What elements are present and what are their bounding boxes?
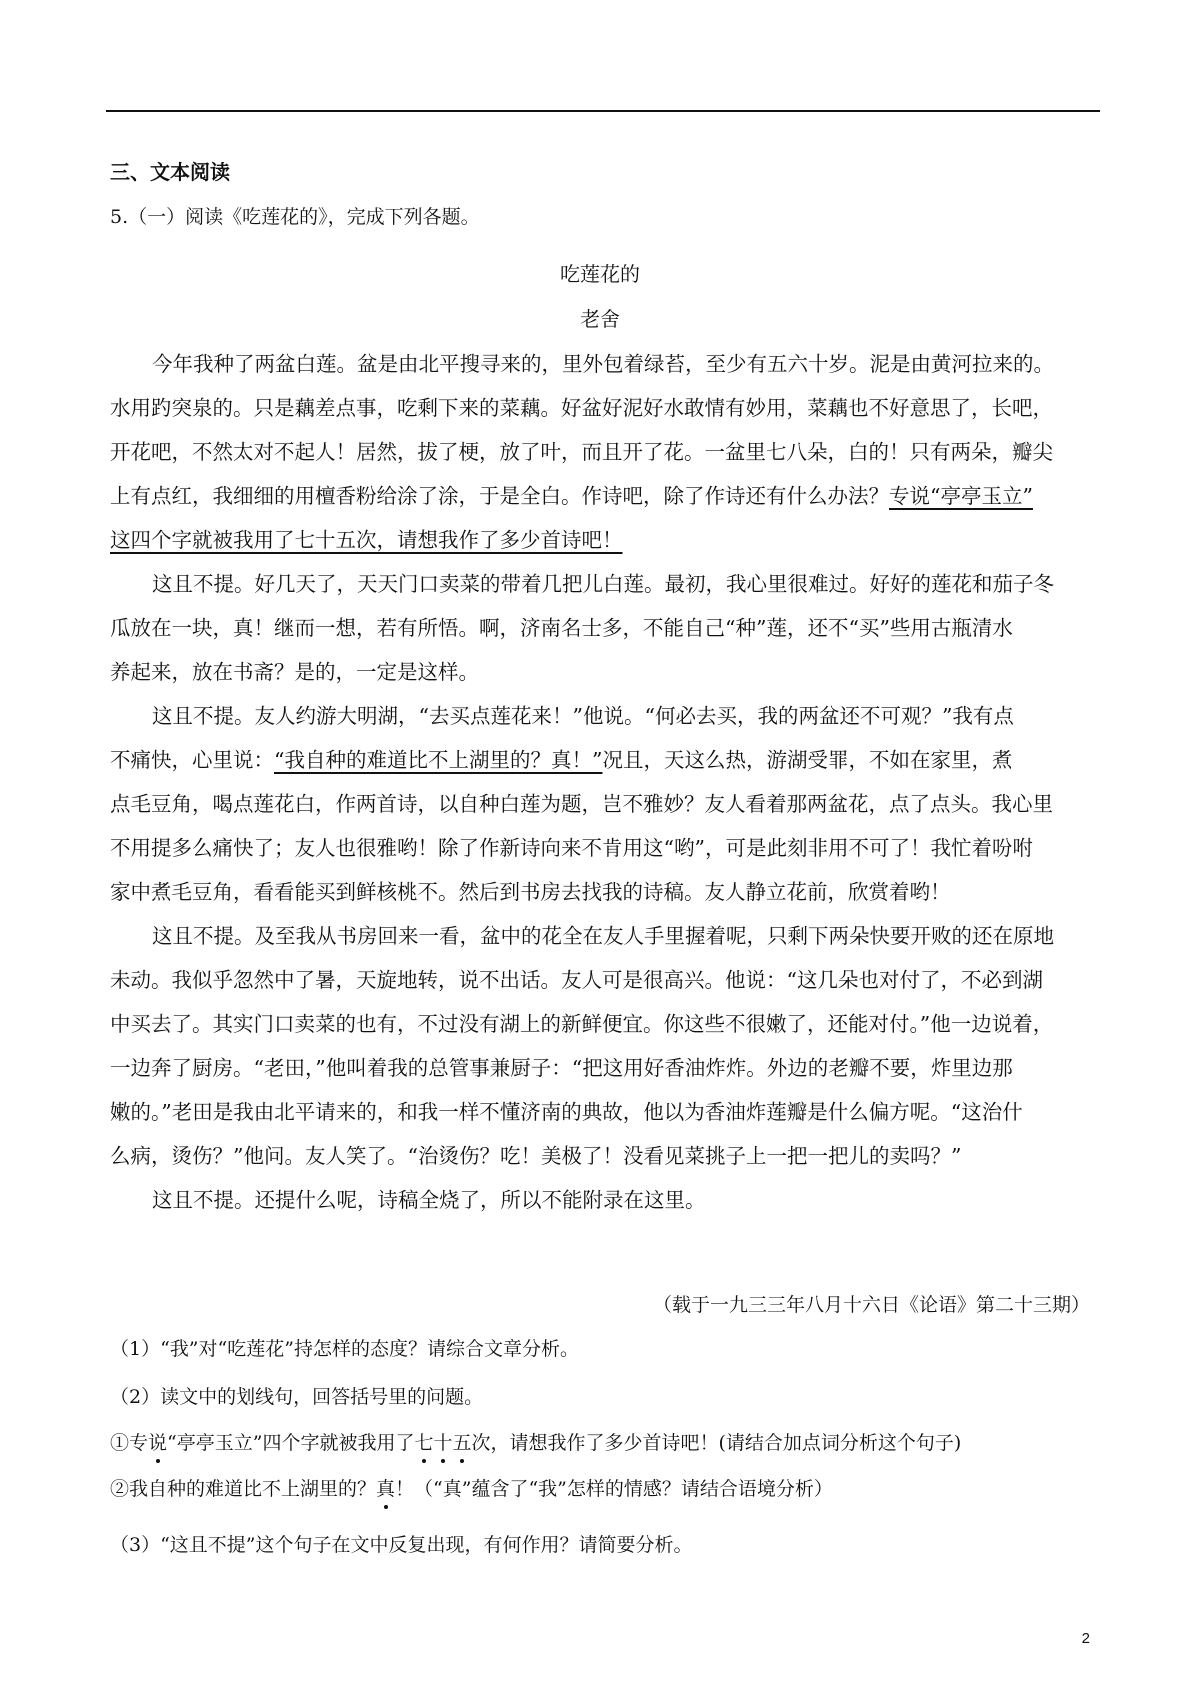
- text-line: 这且不提。还提什么呢，诗稿全烧了，所以不能附录在这里。: [152, 1188, 706, 1212]
- question-2-item-1: ①专说“亭亭玉立”四个字就被我用了七十五次，请想我作了多少首诗吧！(请结合加点词分析这个句子): [110, 1428, 961, 1455]
- text-line: 水用趵突泉的。只是藕差点事，吃剩下来的菜藕。好盆好泥好水敢情有妙用，菜藕也不好意思了，长吧，: [110, 396, 1053, 420]
- text-line: 上有点红，我细细的用檀香粉给涂了涂，于是全白。作诗吧，除了作诗还有什么办法？专说“亭亭玉立”: [110, 484, 1033, 508]
- question-3: （3）“这且不提”这个句子在文中反复出现，有何作用？请简要分析。: [110, 1534, 693, 1556]
- paragraph: [110, 694, 1100, 914]
- text-line: 不痛快，心里说：“我自种的难道比不上湖里的？真！”况且，天这么热，游湖受罪，不如在家里，煮: [110, 748, 1013, 772]
- article-source: （载于一九三三年八月十六日《论语》第二十三期）: [652, 1294, 1090, 1316]
- question-intro: 5.（一）阅读《吃莲花的》，完成下列各题。: [110, 206, 480, 228]
- article-title: 吃莲花的: [560, 262, 640, 286]
- section-heading: 三、文本阅读: [110, 160, 230, 184]
- text-line: 养起来，放在书斋？是的，一定是这样。: [110, 660, 479, 684]
- text-line: 不用提多么痛快了；友人也很雅哟！除了作新诗向来不肯用这“哟”，可是此刻非用不可了！我忙着吩咐: [110, 836, 1033, 860]
- underlined-sentence: “我自种的难道比不上湖里的？真！”: [274, 748, 603, 772]
- text-line: 一边奔了厨房。“老田，”他叫着我的总管事兼厨子：“把这用好香油炸炸。外边的老瓣不要，炸里边那: [110, 1056, 1013, 1080]
- question-1: （1）“我”对“吃莲花”持怎样的态度？请综合文章分析。: [110, 1338, 579, 1360]
- text-line: 中买去了。其实门口卖菜的也有，不过没有湖上的新鲜便宜。你这些不很嫩了，还能对付。”他一边说着，: [110, 1012, 1054, 1036]
- text-line: 么病，烫伤？”他问。友人笑了。“治烫伤？吃！美极了！没看见菜挑子上一把一把儿的卖吗？”: [110, 1144, 962, 1168]
- emphasis-char: 真: [376, 1474, 395, 1501]
- paragraph: [110, 1178, 1100, 1222]
- paragraph: [110, 562, 1100, 694]
- paragraph: [110, 342, 1100, 562]
- paragraph: [110, 914, 1100, 1178]
- article-author: 老舍: [580, 307, 620, 331]
- question-2-item-2: ②我自种的难道比不上湖里的？真！（“真”蕴含了“我”怎样的情感？请结合语境分析）: [110, 1474, 833, 1501]
- text-line: 今年我种了两盆白莲。盆是由北平搜寻来的，里外包着绿苔，至少有五六十岁。泥是由黄河拉来的。: [152, 352, 1054, 376]
- underlined-sentence: 这四个字就被我用了七十五次，请想我作了多少首诗吧！: [110, 528, 623, 552]
- article-body: [110, 342, 1100, 1222]
- emphasis-char: 五: [453, 1428, 472, 1455]
- text-line: [110, 518, 1100, 562]
- text-line: 瓜放在一块，真！继而一想，若有所悟。啊，济南名士多，不能自己“种”莲，还不“买”些用古瓶清水: [110, 616, 1013, 640]
- emphasis-char: 说: [148, 1428, 167, 1455]
- emphasis-char: 七: [414, 1428, 433, 1455]
- text-line: 未动。我似乎忽然中了暑，天旋地转，说不出话。友人可是很高兴。他说：“这几朵也对付了，不必到湖: [110, 968, 1043, 992]
- text-line: 这且不提。好几天了，天天门口卖菜的带着几把儿白莲。最初，我心里很难过。好好的莲花和茄子冬: [152, 572, 1054, 596]
- text-line: 开花吧，不然太对不起人！居然，拔了梗，放了叶，而且开了花。一盆里七八朵，白的！只有两朵，瓣尖: [110, 440, 1053, 464]
- text-line: 这且不提。及至我从书房回来一看，盆中的花全在友人手里握着呢，只剩下两朵快要开败的还在原地: [152, 924, 1054, 948]
- page-number: 2: [1081, 1630, 1090, 1647]
- emphasis-char: 十: [433, 1428, 452, 1455]
- header-rule: [106, 110, 1100, 112]
- text-line: 家中煮毛豆角，看看能买到鲜核桃不。然后到书房去找我的诗稿。友人静立花前，欣赏着哟！: [110, 880, 951, 904]
- question-2: （2）读文中的划线句，回答括号里的问题。: [110, 1386, 484, 1408]
- text-line: 点毛豆角，喝点莲花白，作两首诗，以自种白莲为题，岂不雅妙？友人看着那两盆花，点了点头。我心里: [110, 792, 1053, 816]
- text-line: 嫩的。”老田是我由北平请来的，和我一样不懂济南的典故，他以为香油炸莲瓣是什么偏方呢。“这治什: [110, 1100, 1023, 1124]
- underlined-sentence: 专说“亭亭玉立”: [889, 484, 1033, 508]
- text-line: 这且不提。友人约游大明湖，“去买点莲花来！”他说。“何必去买，我的两盆还不可观？”我有点: [152, 704, 1014, 728]
